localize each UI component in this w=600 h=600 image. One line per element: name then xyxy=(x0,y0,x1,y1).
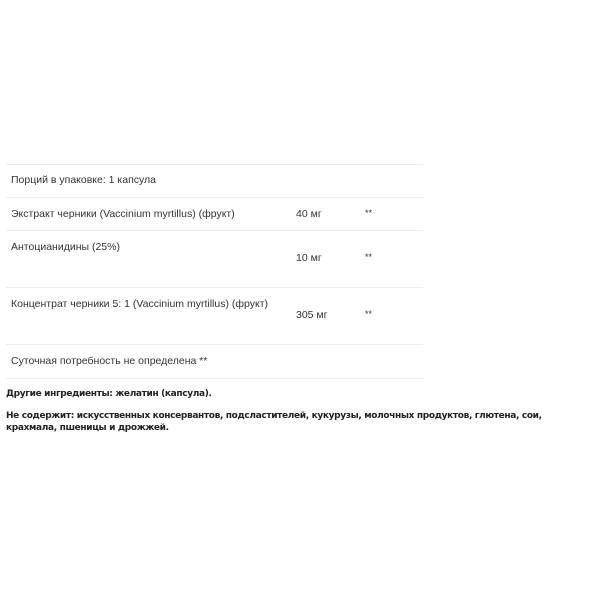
ingredient-amount: 305 мг xyxy=(296,309,328,321)
ingredient-row xyxy=(6,287,423,344)
ingredient-daily-value: ** xyxy=(365,208,373,218)
ingredient-row xyxy=(6,230,423,287)
other-ingredients-note: Другие ингредиенты: желатин (капсула). xyxy=(6,389,212,399)
ingredient-name: Экстракт черники (Vaccinium myrtillus) (фрукт) xyxy=(11,208,235,220)
daily-value-footnote: Суточная потребность не определена ** xyxy=(11,355,208,367)
free-of-note: Не содержит: искусственных консервантов, подсластителей, кукурузы, молочных продуктов, глютена, сои, крахмала, пшеницы и дрожжей. xyxy=(6,411,542,433)
ingredient-name: Концентрат черники 5: 1 (Vaccinium myrtillus) (фрукт) xyxy=(11,298,268,310)
footnote-row xyxy=(6,344,423,379)
servings-row xyxy=(6,164,423,197)
supplement-facts-table xyxy=(6,164,423,379)
ingredient-amount: 40 мг xyxy=(296,208,322,220)
servings-label: Порций в упаковке: 1 капсула xyxy=(11,174,157,186)
ingredient-daily-value: ** xyxy=(365,309,373,319)
ingredient-daily-value: ** xyxy=(365,252,373,262)
ingredient-name: Антоцианидины (25%) xyxy=(11,241,120,253)
ingredient-row xyxy=(6,197,423,230)
ingredient-amount: 10 мг xyxy=(296,252,322,264)
